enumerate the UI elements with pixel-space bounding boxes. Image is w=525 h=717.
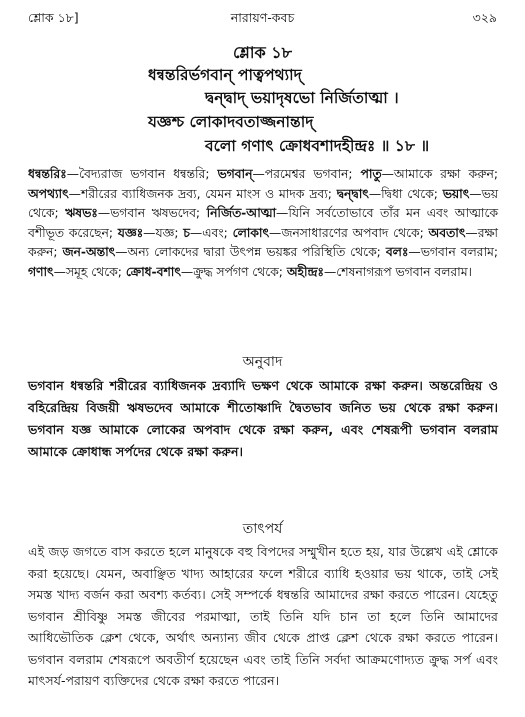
synonym-term: ঋষভঃ [65,206,98,220]
synonym-term: যজ্ঞঃ [117,225,144,240]
synonym-meaning: —দ্বিধা থেকে; [368,186,443,201]
verse-line: বলো গণাৎ ক্রোধবশাদহীন্দ্রঃ ॥ ১৮ ॥ [205,137,430,155]
synonym-term: অবতাৎ [428,225,466,240]
purport-text: এই জড় জগতে বাস করতে হলে মানুষকে বহু বিপদের সম্মুখীন হতে হয়, যার উল্লেখ এই শ্লোকে করা হয়েছে। যেমন, অবাঞ্ছিত খাদ্য আহারের ফলে শরীরে ব্যাধি হওয়ার ভয় থাকে, তাই সেই সমস্ত খাদ্য বর্জন করা অবশ্য কর্তব্য। সেই সম্পর্কে ধন্বন্তরি আমাদের রক্ষা করতে পারেন। যেহেতু ভগবান শ্রীবিষ্ণু সমস্ত জীবের পরমাত্মা, তাই তিনি যদি চান তা হলে তিনি আমাদের আধিভৌতিক ক্লেশ থেকে, অর্থাৎ অন্যান্য জীব থেকে প্রাপ্ত ক্লেশ থেকে রক্ষা করতে পারেন। ভগবান বলরাম শেষরূপে অবতীর্ণ হয়েছেন এবং তাই তিনি সর্বদা আক্রমণোদ্যত ক্রুদ্ধ সর্প এবং মাৎসর্য-পরায়ণ ব্যক্তিদের থেকে রক্ষা করতে পারেন। [28,544,498,688]
synonym-meaning: —রক্ষা করুন; [28,225,498,259]
synonym-meaning: —সমূহ থেকে; [53,264,126,279]
page-header [28,10,497,30]
header-verse-ref: শ্লোক ১৮] [28,10,79,25]
synonym-meaning: —এবং; [189,225,233,240]
purport-heading: তাৎপর্য [242,521,283,537]
synonym-meaning: —ভগবান বলরাম; [408,245,498,259]
translation-heading: অনুবাদ [242,354,283,370]
synonym-term: জন-অন্তাৎ [62,245,116,259]
synonym-meaning: —জনসাধারণের অপবাদ থেকে; [269,225,429,240]
synonym-term: নির্জিত-আত্মা [206,206,277,220]
synonym-meaning: —অন্য লোকদের দ্বারা উৎপন্ন ভয়ঙ্কর পরিস্থিতি থেকে; [115,245,386,259]
synonym-meaning: —ক্রুদ্ধ সর্পগণ থেকে; [180,264,287,279]
verse-line: যজ্ঞশ্চ লোকাদবতাজ্জনান্তাদ্ [148,113,314,131]
synonym-term: ভয়াৎ [442,186,470,201]
header-chapter-title: নারায়ণ-কবচ [230,10,295,25]
synonym-meaning: —যজ্ঞ; [143,225,184,240]
synonym-meaning: —ভয় থেকে; [28,186,498,220]
synonym-meaning: —পরমেশ্বর ভগবান; [252,167,361,181]
synonym-term: পাতু [360,167,382,181]
verse-heading: শ্লোক ১৮ [232,43,293,62]
verse-line: দ্বন্দ্বাদ্ ভয়াদৃষভো নির্জিতাত্মা । [205,89,399,107]
synonym-term: ধন্বন্তরিঃ [28,167,67,181]
synonym-meaning: —যিনি সর্বতোভাবে তাঁর মন এবং আত্মাকে বশীভূত করেছেন; [28,206,498,240]
synonym-term: অপথ্যাৎ [28,186,69,201]
synonym-meaning: —শেষনাগরূপ ভগবান বলরাম। [323,264,472,279]
synonym-meaning: —শরীরের ব্যাধিজনক দ্রব্য, যেমন মাংস ও মাদক দ্রব্য; [68,186,337,201]
synonym-term: ক্রোধ-বশাৎ [125,264,181,279]
page-number: ৩২৯ [472,10,497,25]
word-for-word-synonyms [28,165,498,282]
synonym-term: গণাৎ [28,264,54,279]
synonym-meaning: —আমাকে রক্ষা করুন; [381,167,498,181]
synonym-term: দ্বন্দ্বাৎ [336,186,369,201]
synonym-meaning: —ভগবান ঋষভদেব; [97,206,207,220]
verse-line: ধন্বন্তরির্ভগবান্ পাত্বপথ্যাদ্ [148,66,302,84]
translation-text: ভগবান ধন্বন্তরি শরীরের ব্যাধিজনক দ্রব্যাদি ভক্ষণ থেকে আমাকে রক্ষা করুন। অন্তরেন্দ্রিয় ও বহিরেন্দ্রিয় বিজয়ী ঋষভদেব আমাকে শীতোষ্ণাদি দ্বৈতভাব জনিত ভয় থেকে রক্ষা করুন। ভগবান যজ্ঞ আমাকে লোকের অপবাদ থেকে রক্ষা করুন, এবং শেষরূপী ভগবান বলরাম আমাকে ক্রোধান্ধ সর্পদের থেকে রক্ষা করুন। [28,378,498,459]
synonym-meaning: —বৈদ্যরাজ ভগবান ধন্বন্তরি; [66,167,218,181]
synonym-term: লোকাৎ [232,225,270,240]
synonym-term: চ [183,225,190,240]
synonym-term: অহীন্দ্রঃ [286,264,324,279]
synonym-term: বলঃ [385,245,409,259]
synonym-term: ভগবান্ [217,167,253,181]
